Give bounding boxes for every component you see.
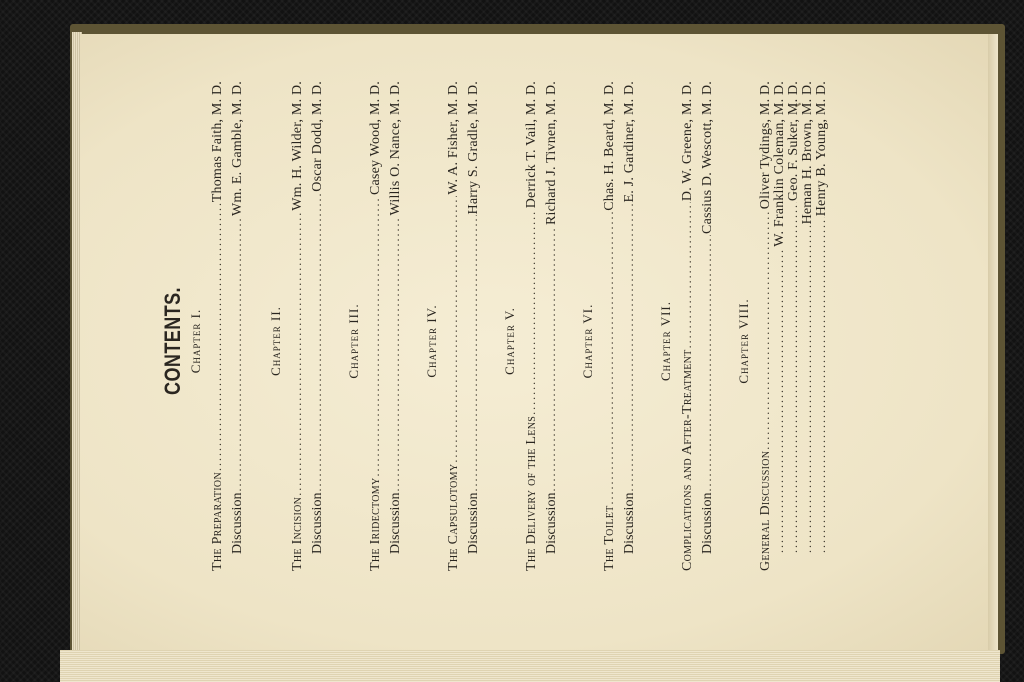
entry-author: Henry B. Young, M. D.: [814, 81, 829, 217]
chapter-heading: Chapter VI.: [580, 303, 595, 379]
entry-title: Discussion: [466, 492, 481, 554]
leader-dots: [230, 217, 245, 492]
entry-title: The Delivery of the Lens: [524, 415, 539, 571]
leader-dots: [758, 210, 773, 450]
toc-entry: [210, 81, 228, 571]
toc-entry: [544, 81, 562, 554]
toc-entry: [310, 81, 328, 554]
toc-entry: [368, 81, 386, 571]
toc-entry: [446, 81, 464, 571]
chapter-heading: Chapter I.: [188, 308, 203, 374]
leader-dots: [446, 196, 461, 463]
entry-title: The Iridectomy: [368, 477, 383, 571]
chapter-heading: Chapter V.: [502, 307, 517, 375]
entry-author: W. A. Fisher, M. D.: [446, 81, 461, 195]
entry-author: Oliver Tydings, M. D.: [758, 81, 773, 210]
entry-author: Derrick T. Vail, M. D.: [524, 81, 539, 209]
toc-entry: [230, 81, 248, 554]
entry-author: Thomas Faith, M. D.: [210, 81, 225, 203]
entry-title: Discussion: [544, 492, 559, 554]
chapter-heading: Chapter II.: [268, 306, 283, 376]
leader-dots: [680, 202, 695, 348]
page-fore-edge: [988, 34, 998, 654]
entry-title: General Discussion: [758, 450, 773, 571]
entry-title: The Incision: [290, 496, 305, 571]
leader-dots: [602, 212, 617, 505]
entry-author: Geo. F. Suker, M. D.: [786, 81, 801, 202]
contents-page: [142, 36, 829, 646]
facing-page-edge: [60, 650, 1000, 682]
leader-dots: [466, 215, 481, 491]
page-title: CONTENTS.: [160, 287, 185, 395]
entry-author: D. W. Greene, M. D.: [680, 81, 695, 202]
toc-entry: [814, 81, 832, 554]
leader-dots: [814, 217, 829, 553]
leader-dots: [310, 193, 325, 492]
leader-dots: [290, 212, 305, 496]
entry-author: W. Franklin Coleman, M. D.: [772, 81, 787, 247]
entry-author: Chas. H. Beard, M. D.: [602, 81, 617, 211]
entry-title: Discussion: [230, 492, 245, 554]
entry-title: Discussion: [622, 492, 637, 554]
leader-dots: [700, 235, 715, 492]
entry-title: The Capsulotomy: [446, 463, 461, 571]
leader-dots: [368, 196, 383, 476]
leader-dots: [210, 203, 225, 471]
leader-dots: [800, 225, 815, 553]
toc-entry: [290, 81, 308, 571]
leader-dots: [388, 216, 403, 491]
chapter-heading: Chapter III.: [346, 303, 361, 379]
entry-title: Discussion: [388, 492, 403, 554]
entry-title: Complications and After-Treatment: [680, 349, 695, 571]
leader-dots: [544, 226, 559, 492]
chapter-heading: Chapter VIII.: [736, 298, 751, 384]
entry-author: Wm. H. Wilder, M. D.: [290, 81, 305, 211]
leader-dots: [772, 248, 787, 553]
entry-author: Heman H. Brown, M. D.: [800, 81, 815, 225]
toc-entry: [388, 81, 406, 554]
chapter-heading: Chapter IV.: [424, 304, 439, 378]
entry-author: Harry S. Gradle, M. D.: [466, 81, 481, 215]
entry-author: E. J. Gardiner, M. D.: [622, 81, 637, 203]
entry-title: The Preparation: [210, 472, 225, 571]
entry-title: Discussion: [700, 492, 715, 554]
entry-author: Richard J. Tivnen, M. D.: [544, 81, 559, 226]
toc-entry: [700, 81, 718, 554]
toc-entry: [524, 81, 542, 571]
leader-dots: [622, 203, 637, 491]
toc-entry: [602, 81, 620, 571]
entry-author: Oscar Dodd, M. D.: [310, 81, 325, 192]
entry-title: The Toilet: [602, 505, 617, 571]
entry-author: Willis O. Nance, M. D.: [388, 81, 403, 216]
leader-dots: [786, 202, 801, 553]
toc-entry: [466, 81, 484, 554]
entry-author: Wm. E. Gamble, M. D.: [230, 81, 245, 217]
entry-author: Casey Wood, M. D.: [368, 81, 383, 196]
toc-entry: [680, 81, 698, 571]
entry-title: Discussion: [310, 492, 325, 554]
entry-author: Cassius D. Wescott, M. D.: [700, 81, 715, 234]
toc-entry: [622, 81, 640, 554]
leader-dots: [524, 209, 539, 415]
chapter-heading: Chapter VII.: [658, 301, 673, 381]
